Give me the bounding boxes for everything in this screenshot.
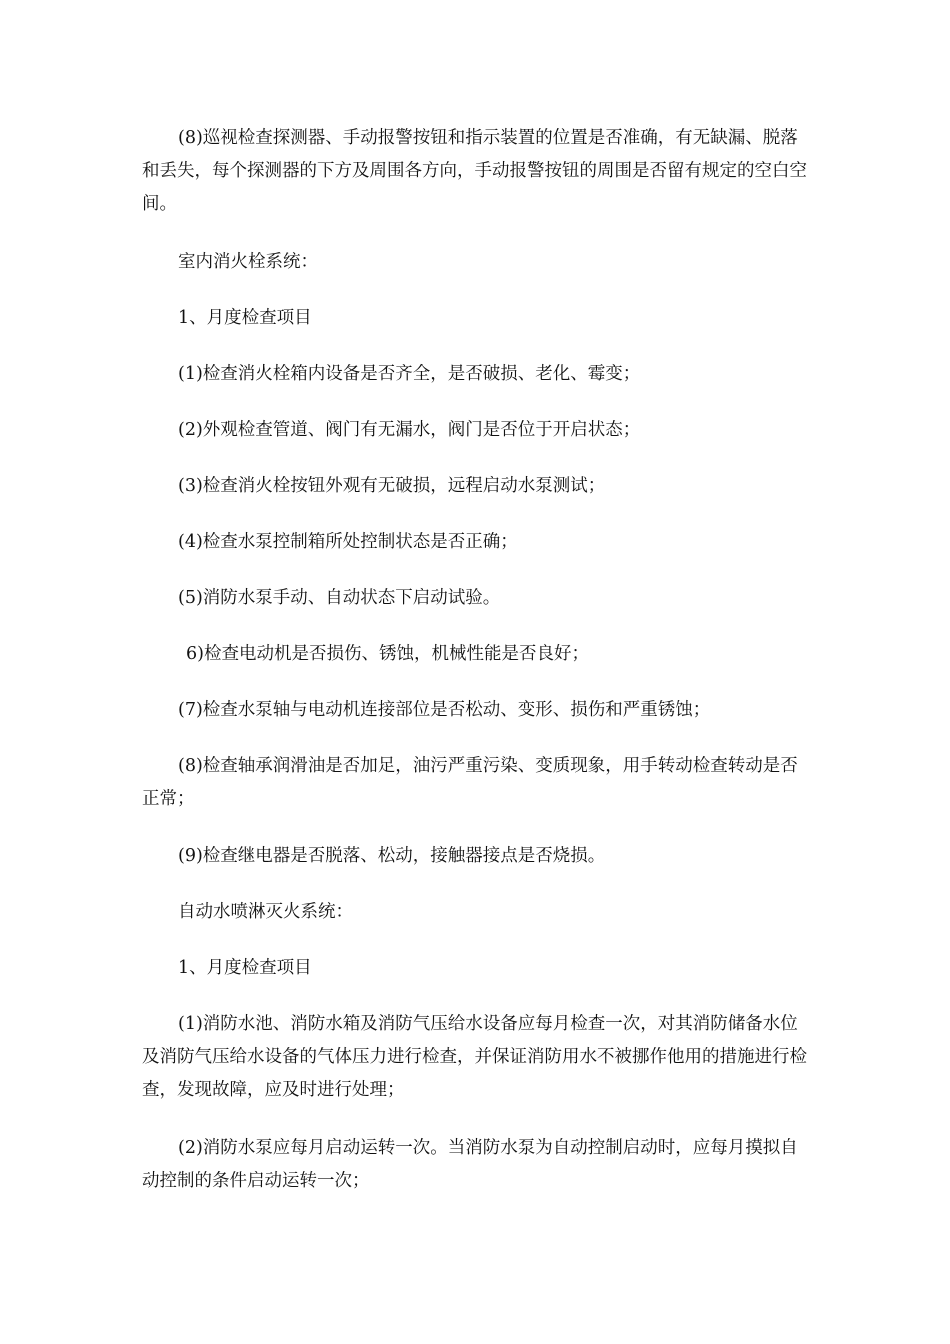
heading-indoor-hydrant-system: 室内消火栓系统： [178,252,318,272]
heading-sprinkler-system: 自动水喷淋灭火系统： [178,902,353,922]
paragraph-sprinkler-item-1: (1)消防水池、消防水箱及消防气压给水设备应每月检查一次，对其消防储备水位及消防气压给水设备的气体压力进行检查，并保证消防用水不被挪作他用的措施进行检查，发现故障，应及时进行处理； [142,1014,807,1100]
paragraph-item-5: (5)消防水泵手动、自动状态下启动试验。 [178,588,501,608]
paragraph-item-7: (7)检查水泵轴与电动机连接部位是否松动、变形、损伤和严重锈蚀； [178,700,711,720]
paragraph-item-4: (4)检查水泵控制箱所处控制状态是否正确； [178,532,518,552]
paragraph-item-2: (2)外观检查管道、阀门有无漏水，阀门是否位于开启状态； [178,420,641,440]
paragraph-detector-inspection: (8)巡视检查探测器、手动报警按钮和指示装置的位置是否准确，有无缺漏、脱落和丢失，每个探测器的下方及周围各方向，手动报警按钮的周围是否留有规定的空白空间。 [142,128,807,214]
paragraph-item-1: (1)检查消火栓箱内设备是否齐全，是否破损、老化、霉变； [178,364,641,384]
paragraph-item-3: (3)检查消火栓按钮外观有无破损，远程启动水泵测试； [178,476,606,496]
heading-monthly-inspection-2: 1、月度检查项目 [178,958,312,978]
paragraph-item-8: (8)检查轴承润滑油是否加足，油污严重污染、变质现象，用手转动检查转动是否正常； [142,756,798,809]
paragraph-item-9: (9)检查继电器是否脱落、松动，接触器接点是否烧损。 [178,846,606,866]
heading-monthly-inspection-1: 1、月度检查项目 [178,308,312,328]
paragraph-sprinkler-item-2: (2)消防水泵应每月启动运转一次。当消防水泵为自动控制启动时，应每月摸拟自动控制的条件启动运转一次； [142,1138,798,1191]
paragraph-item-6: 6)检查电动机是否损伤、锈蚀，机械性能是否良好； [186,644,589,664]
